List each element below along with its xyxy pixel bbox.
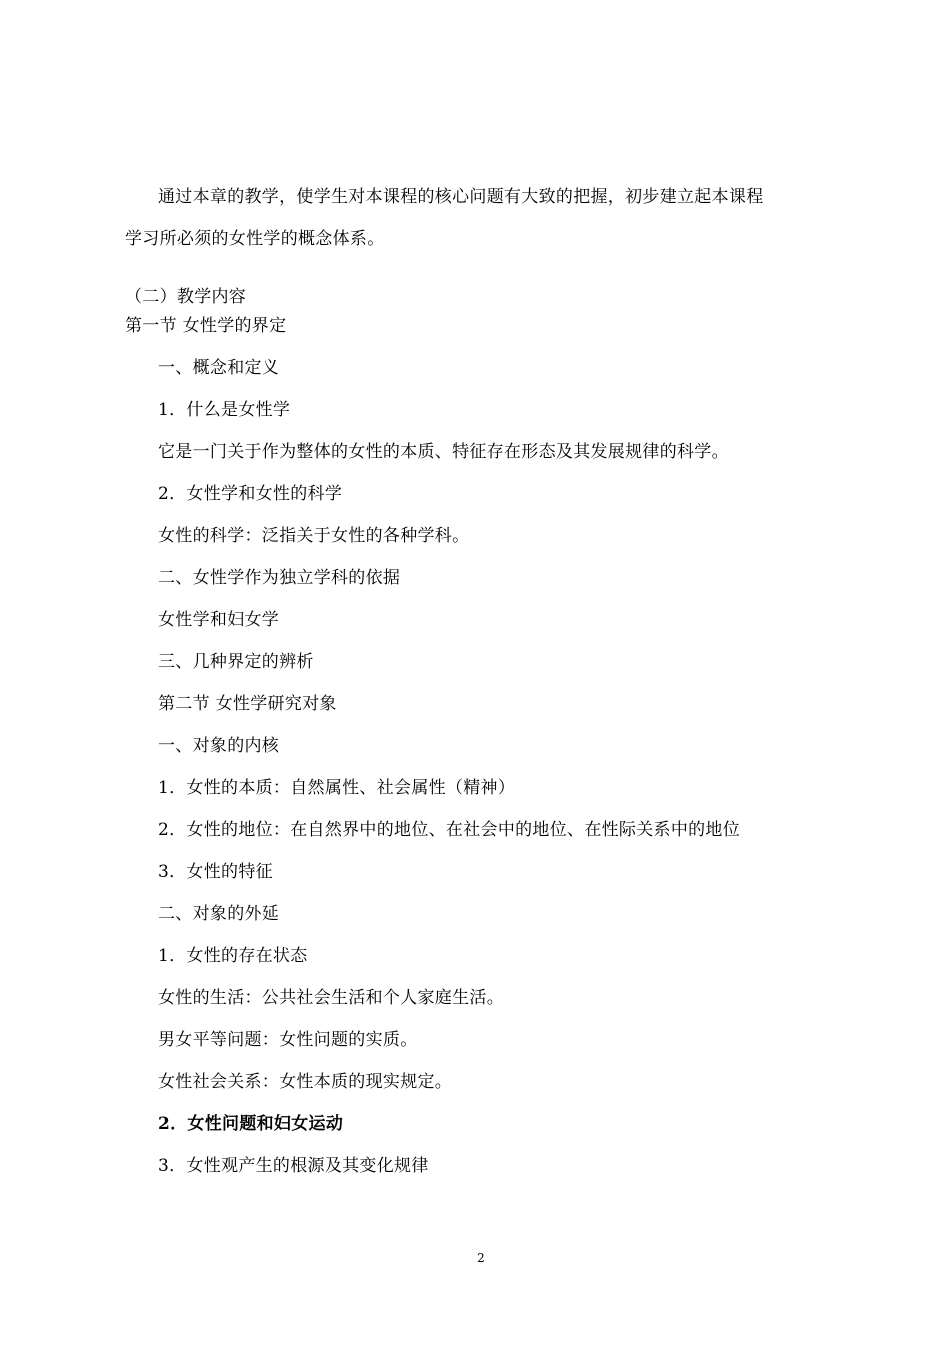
section2-item-2: 1．女性的本质：自然属性、社会属性（精神） [158, 778, 516, 798]
section2-item-9: 女性社会关系：女性本质的现实规定。 [158, 1072, 453, 1092]
section2-title: 第二节 女性学研究对象 [158, 694, 337, 714]
section1-item-5: 女性的科学：泛指关于女性的各种学科。 [158, 526, 470, 546]
section2-item-6: 1．女性的存在状态 [158, 946, 308, 966]
section1-item-7: 女性学和妇女学 [158, 610, 280, 630]
section1-item-2: 1．什么是女性学 [158, 400, 291, 420]
section1-item-3: 它是一门关于作为整体的女性的本质、特征存在形态及其发展规律的科学。 [158, 442, 729, 462]
section1-title: 第一节 女性学的界定 [125, 316, 287, 336]
section1-item-1: 一、概念和定义 [158, 358, 280, 378]
section2-item-5: 二、对象的外延 [158, 904, 280, 924]
section2-item-11: 3．女性观产生的根源及其变化规律 [158, 1156, 429, 1176]
section1-item-4: 2．女性学和女性的科学 [158, 484, 343, 504]
section-heading: （二）教学内容 [125, 287, 247, 307]
section2-item-1: 一、对象的内核 [158, 736, 280, 756]
section2-item-3: 2．女性的地位：在自然界中的地位、在社会中的地位、在性际关系中的地位 [158, 820, 741, 840]
intro-paragraph-line-1: 通过本章的教学，使学生对本课程的核心问题有大致的把握，初步建立起本课程 [158, 187, 764, 207]
intro-paragraph-line-2: 学习所必须的女性学的概念体系。 [125, 229, 385, 249]
section2-item-10: 2．女性问题和妇女运动 [158, 1114, 344, 1134]
section1-item-8: 三、几种界定的辨析 [158, 652, 314, 672]
section2-item-8: 男女平等问题：女性问题的实质。 [158, 1030, 418, 1050]
section2-item-4: 3．女性的特征 [158, 862, 273, 882]
section2-item-7: 女性的生活：公共社会生活和个人家庭生活。 [158, 988, 504, 1008]
section1-item-6: 二、女性学作为独立学科的依据 [158, 568, 401, 588]
page-number: 2 [477, 1251, 485, 1265]
